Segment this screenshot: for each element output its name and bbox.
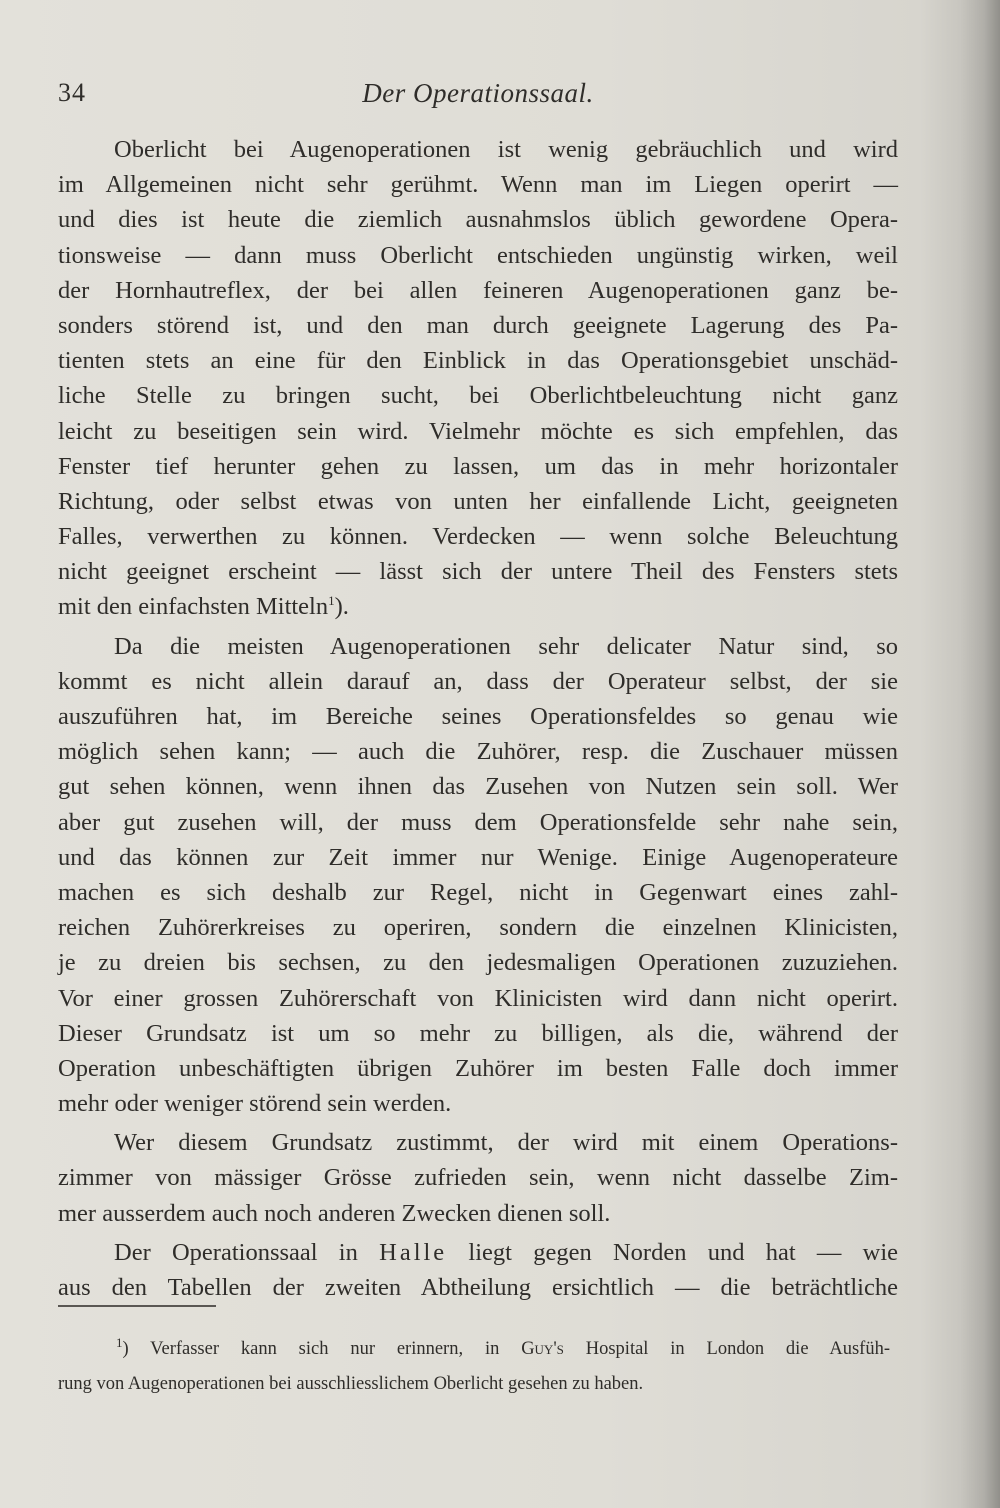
text-fragment: ). xyxy=(334,593,349,621)
text-line: tionsweise — dann muss Oberlicht entschieden ungünstig wirken, weil xyxy=(58,241,898,269)
footnote-mark: 1 xyxy=(116,1334,123,1350)
text-line: und das können zur Zeit immer nur Wenige. Einige Augenoperateure xyxy=(58,843,898,871)
text-line: Falles, verwerthen zu können. Verdecken — wenn solche Beleuchtung xyxy=(58,523,898,551)
page-number: 34 xyxy=(58,78,86,107)
text-line: Operation unbeschäftigten übrigen Zuhörer im besten Falle doch immer xyxy=(58,1054,898,1082)
text-line: Dieser Grundsatz ist um so mehr zu billigen, als die, während der xyxy=(58,1019,898,1047)
text-line: gut sehen können, wenn ihnen das Zusehen von Nutzen sein soll. Wer xyxy=(58,773,898,801)
text-line: Oberlicht bei Augenoperationen ist wenig gebräuchlich und wird xyxy=(114,136,898,163)
text-fragment: Hospital in London die Ausfüh- xyxy=(563,1339,890,1359)
text-line: nicht geeignet erscheint — lässt sich der untere Theil des Fensters stets xyxy=(58,558,898,586)
paragraph-4 xyxy=(58,1235,898,1305)
running-title: Der Operationssaal. xyxy=(362,78,594,108)
footnote xyxy=(58,1335,890,1405)
text-line: der Hornhautreflex, der bei allen feineren Augenoperationen ganz be- xyxy=(58,276,898,304)
footnote-line xyxy=(58,1335,890,1370)
place-name-halle: Halle xyxy=(379,1238,448,1266)
page-header xyxy=(58,78,898,118)
text-line: aus den Tabellen der zweiten Abtheilung ersichtlich — die beträchtliche xyxy=(58,1274,898,1301)
text-line: je zu dreien bis sechsen, zu den jedesmaligen Operationen zuzuziehen. xyxy=(58,949,898,977)
body-text xyxy=(58,132,898,1309)
text-fragment: Der Operationssaal in xyxy=(114,1238,380,1266)
paragraph-1 xyxy=(58,132,898,625)
footnote-divider xyxy=(58,1305,216,1307)
text-line: mer ausserdem auch noch anderen Zwecken dienen soll. xyxy=(58,1199,611,1227)
text-line: Fenster tief herunter gehen zu lassen, um das in mehr horizontaler xyxy=(58,452,898,480)
text-line: aber gut zusehen will, der muss dem Operationsfelde sehr nahe sein, xyxy=(58,808,898,836)
text-line: liche Stelle zu bringen sucht, bei Oberlichtbeleuchtung nicht ganz xyxy=(58,382,898,410)
text-line: auszuführen hat, im Bereiche seines Operationsfeldes so genau wie xyxy=(58,703,898,730)
text-line: zimmer von mässiger Grösse zufrieden sein, wenn nicht dasselbe Zim- xyxy=(58,1164,898,1192)
text-line: mehr oder weniger störend sein werden. xyxy=(58,1090,452,1118)
text-line: Wer diesem Grundsatz zustimmt, der wird mit einem Operations- xyxy=(114,1129,898,1157)
footnote-reference[interactable]: 1 xyxy=(328,593,335,609)
text-line xyxy=(58,589,898,624)
paragraph-3 xyxy=(58,1125,898,1231)
page-edge-shadow xyxy=(960,0,1000,1508)
text-line: und dies ist heute die ziemlich ausnahmslos üblich gewordene Opera- xyxy=(58,206,898,234)
text-fragment: ) Verfasser kann sich nur erinnern, in xyxy=(122,1339,522,1359)
text-fragment: Guy's xyxy=(521,1339,564,1359)
text-line: leicht zu beseitigen sein wird. Vielmehr möchte es sich empfehlen, das xyxy=(58,417,898,445)
text-line: tienten stets an eine für den Einblick in das Operationsgebiet unschäd- xyxy=(58,347,898,375)
text-line: möglich sehen kann; — auch die Zuhörer, resp. die Zuschauer müssen xyxy=(58,738,898,766)
text-line: im Allgemeinen nicht sehr gerühmt. Wenn man im Liegen operirt — xyxy=(58,171,898,199)
text-line: machen es sich deshalb zur Regel, nicht in Gegenwart eines zahl- xyxy=(58,878,898,906)
text-line: sonders störend ist, und den man durch geeignete Lagerung des Pa- xyxy=(58,311,898,339)
text-line: kommt es nicht allein darauf an, dass der Operateur selbst, der sie xyxy=(58,667,898,695)
text-line: Da die meisten Augenoperationen sehr delicater Natur sind, so xyxy=(114,632,898,660)
paragraph-2 xyxy=(58,629,898,1122)
text-fragment: liegt gegen Norden und hat — wie xyxy=(447,1238,899,1266)
text-line: Richtung, oder selbst etwas von unten her einfallende Licht, geeigneten xyxy=(58,487,898,515)
footnote-line: rung von Augenoperationen bei ausschliesslichem Oberlicht gesehen zu haben. xyxy=(58,1374,644,1395)
text-fragment: mit den einfachsten Mitteln xyxy=(58,593,329,621)
text-line: reichen Zuhörerkreises zu operiren, sondern die einzelnen Klinicisten, xyxy=(58,914,898,942)
text-line xyxy=(58,1235,898,1270)
text-line: Vor einer grossen Zuhörerschaft von Klinicisten wird dann nicht operirt. xyxy=(58,984,898,1012)
